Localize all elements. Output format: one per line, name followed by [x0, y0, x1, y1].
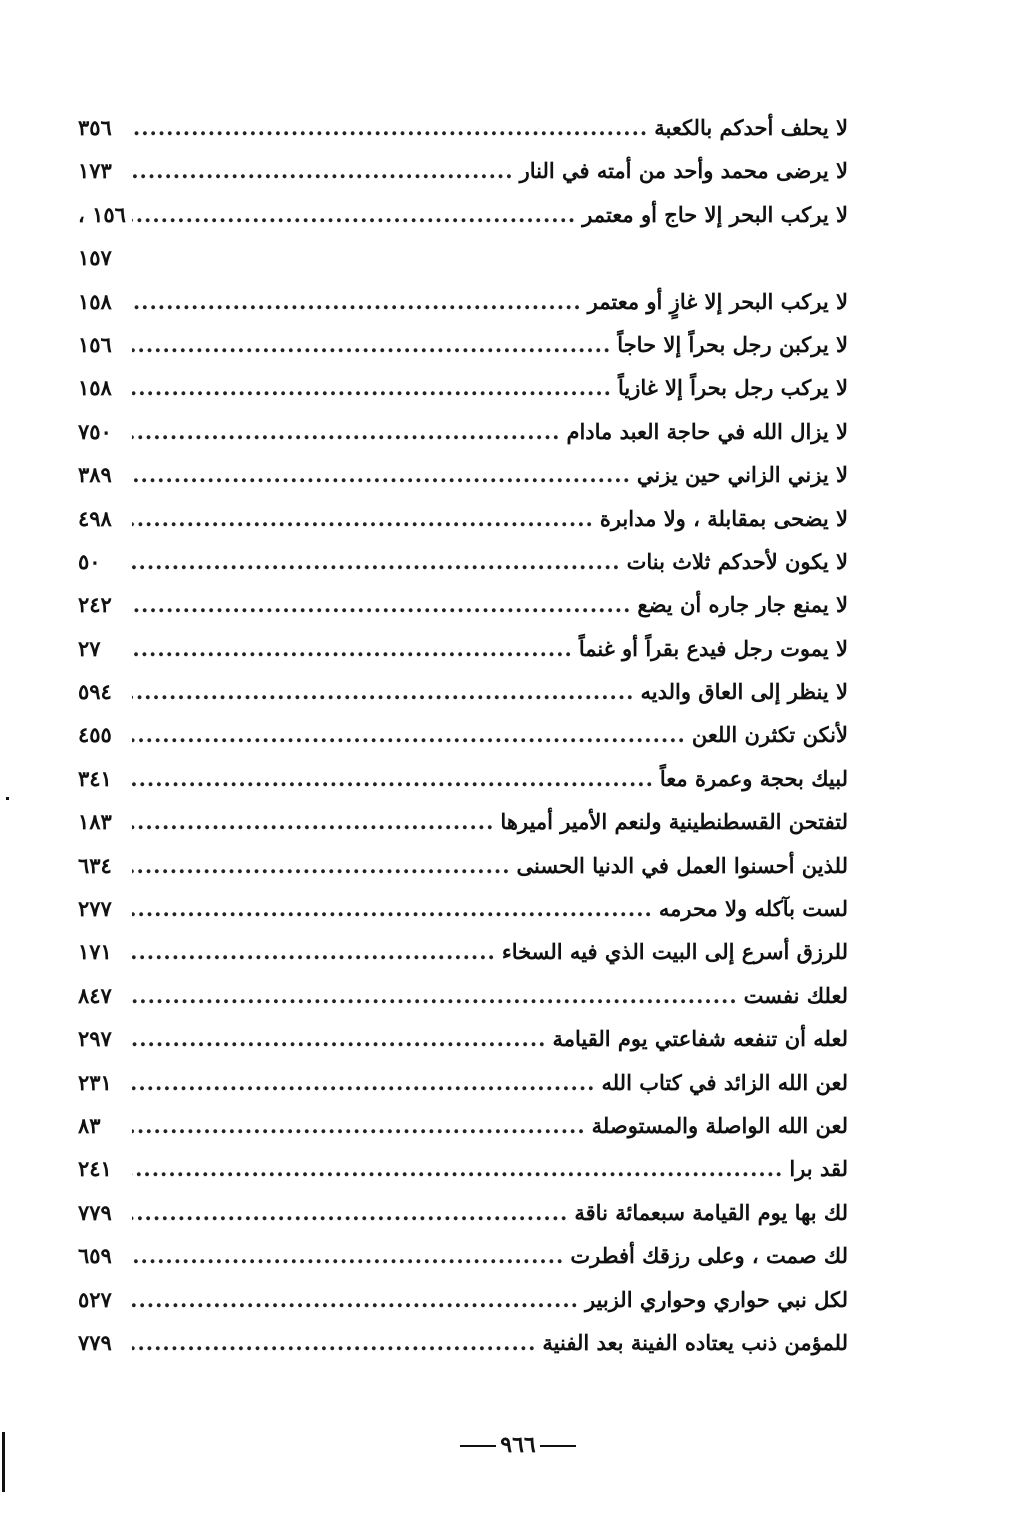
dot-leader — [132, 757, 654, 800]
entry-page-number: ٢٤١ — [78, 1156, 112, 1182]
entry-page-number: ١٧٣ — [78, 158, 112, 184]
dot-leader — [132, 627, 573, 670]
dot-leader — [132, 844, 511, 887]
index-entry — [78, 670, 848, 713]
entry-text: لا يزني الزاني حين يزني — [636, 462, 848, 488]
index-entry-continuation — [78, 236, 848, 279]
entry-text: لعن الله الواصلة والمستوصلة — [591, 1112, 848, 1138]
entry-page-number: ٦٣٤ — [78, 852, 112, 878]
dot-leader — [132, 930, 496, 973]
dot-leader — [132, 1017, 546, 1060]
entry-text: لعن الله الزائد في كتاب الله — [601, 1069, 848, 1095]
entry-text: لك بها يوم القيامة سبعمائة ناقة — [574, 1199, 848, 1225]
entry-text: لكل نبي حواري وحواري الزبير — [584, 1286, 848, 1312]
entry-page-number: ٢٣١ — [78, 1069, 112, 1095]
entry-text: لا يركبن رجل بحراً إلا حاجاً — [617, 331, 848, 357]
entry-text: لا يموت رجل فيدع بقراً أو غنماً — [578, 635, 848, 661]
index-entry — [78, 193, 848, 236]
scan-edge-mark — [2, 1432, 5, 1492]
index-entry — [78, 323, 848, 366]
dot-leader — [132, 1061, 595, 1104]
entry-page-number: ٨٣ — [78, 1112, 101, 1138]
entry-text: لا يمنع جار جاره أن يضع — [637, 592, 848, 618]
entry-text: لك صمت ، وعلى رزقك أفطرت — [570, 1243, 848, 1269]
entry-page-number: ١٥٨ — [78, 288, 112, 314]
page-number-footer — [0, 1432, 1036, 1458]
entry-page-number: ٧٧٩ — [78, 1199, 112, 1225]
entry-page-number: ٨٤٧ — [78, 982, 112, 1008]
dot-leader — [132, 410, 560, 453]
dot-leader — [132, 323, 611, 366]
entry-text: لا يكون لأحدكم ثلاث بنات — [626, 548, 848, 574]
entry-page-number: ١٥٧ — [78, 245, 112, 271]
dot-leader — [132, 453, 631, 496]
entry-text: للمؤمن ذنب يعتاده الفينة بعد الفنية — [542, 1329, 848, 1355]
index-entry — [78, 627, 848, 670]
dot-leader — [132, 713, 686, 756]
entry-text: لأنكن تكثرن اللعن — [691, 722, 848, 748]
dot-leader — [132, 1191, 568, 1234]
entry-text: لا يركب البحر إلا حاج أو معتمر — [582, 201, 848, 227]
index-entry — [78, 410, 848, 453]
dot-leader — [132, 193, 576, 236]
index-entry — [78, 1104, 848, 1147]
entry-page-number: ٢٤٢ — [78, 592, 112, 618]
entry-page-number: ١٥٦ — [78, 331, 112, 357]
index-entry — [78, 453, 848, 496]
index-entry — [78, 540, 848, 583]
entry-page-number: ٣٥٦ — [78, 115, 112, 140]
dot-leader — [132, 1234, 564, 1277]
dot-leader — [132, 280, 582, 323]
dot-leader — [132, 887, 653, 930]
entry-text: لقد برا — [789, 1156, 848, 1182]
dot-leader — [132, 497, 594, 540]
entry-text: لا يرضى محمد وأحد من أمته في النار — [519, 158, 848, 184]
hadith-index-list — [78, 106, 848, 1364]
entry-page-number: ٢٩٧ — [78, 1026, 112, 1052]
entry-text: لبيك بحجة وعمرة معاً — [659, 765, 848, 791]
entry-page-number: ٥٠ — [78, 548, 101, 574]
index-entry — [78, 366, 848, 409]
entry-text: لعله أن تنفعه شفاعتي يوم القيامة — [552, 1026, 848, 1052]
dot-leader — [132, 540, 621, 583]
index-entry — [78, 1278, 848, 1321]
dot-leader — [132, 1104, 586, 1147]
index-entry — [78, 1147, 848, 1190]
dot-leader — [132, 106, 648, 149]
index-entry — [78, 713, 848, 756]
index-entry — [78, 974, 848, 1017]
entry-text: لا يحلف أحدكم بالكعبة — [654, 115, 848, 140]
entry-page-number: ٤٥٥ — [78, 722, 112, 748]
dot-leader — [132, 366, 612, 409]
index-entry — [78, 149, 848, 192]
entry-text: لا يضحى بمقابلة ، ولا مدابرة — [599, 505, 848, 531]
index-entry — [78, 1321, 848, 1364]
entry-text: لا يركب البحر إلا غازٍ أو معتمر — [587, 288, 848, 314]
index-entry — [78, 844, 848, 887]
index-entry — [78, 280, 848, 323]
entry-page-number: ١٧١ — [78, 939, 112, 965]
dot-leader — [132, 670, 634, 713]
index-entry — [78, 1191, 848, 1234]
dot-leader — [132, 1147, 783, 1190]
index-entry — [78, 583, 848, 626]
index-entry — [78, 497, 848, 540]
index-entry — [78, 1234, 848, 1277]
entry-text: لتفتحن القسطنطينية ولنعم الأمير أميرها — [500, 809, 848, 835]
entry-text: لا ينظر إلى العاق والديه — [640, 679, 848, 705]
entry-page-number: ١٥٨ — [78, 375, 112, 401]
entry-text: للرزق أسرع إلى البيت الذي فيه السخاء — [501, 939, 848, 965]
entry-text: لا يزال الله في حاجة العبد مادام — [566, 418, 848, 444]
folio-dash-left — [460, 1445, 496, 1447]
entry-page-number: ٢٧٧ — [78, 896, 112, 922]
page-number: ٩٦٦ — [500, 1432, 536, 1458]
index-entry — [78, 800, 848, 843]
entry-page-number: ٧٧٩ — [78, 1329, 112, 1355]
index-entry — [78, 757, 848, 800]
entry-page-number: ٣٤١ — [78, 765, 112, 791]
dot-leader — [132, 800, 494, 843]
dot-leader — [132, 1321, 536, 1364]
folio-dash-right — [540, 1445, 576, 1447]
index-entry — [78, 1017, 848, 1060]
index-entry — [78, 106, 848, 149]
index-entry — [78, 930, 848, 973]
entry-page-number: ٢٧ — [78, 635, 101, 661]
entry-page-number: ١٨٣ — [78, 809, 112, 835]
dot-leader — [132, 1278, 579, 1321]
entry-text: لست بآكله ولا محرمه — [658, 896, 848, 922]
index-entry — [78, 887, 848, 930]
entry-page-number: ٦٥٩ — [78, 1243, 112, 1269]
entry-page-number: ٥٩٤ — [78, 679, 112, 705]
dot-leader — [132, 974, 738, 1017]
entry-page-number: ٤٩٨ — [78, 505, 112, 531]
entry-page-number: ٥٢٧ — [78, 1286, 112, 1312]
entry-page-number: ١٥٦ ، — [78, 201, 126, 227]
dot-leader — [132, 149, 514, 192]
scan-speck — [6, 797, 9, 800]
dot-leader — [132, 583, 631, 626]
entry-text: لا يركب رجل بحراً إلا غازياً — [617, 375, 848, 401]
entry-text: لعلك نفست — [743, 982, 848, 1008]
entry-page-number: ٧٥٠ — [78, 418, 112, 444]
entry-page-number: ٣٨٩ — [78, 462, 112, 488]
entry-text: للذين أحسنوا العمل في الدنيا الحسنى — [516, 852, 848, 878]
index-entry — [78, 1061, 848, 1104]
